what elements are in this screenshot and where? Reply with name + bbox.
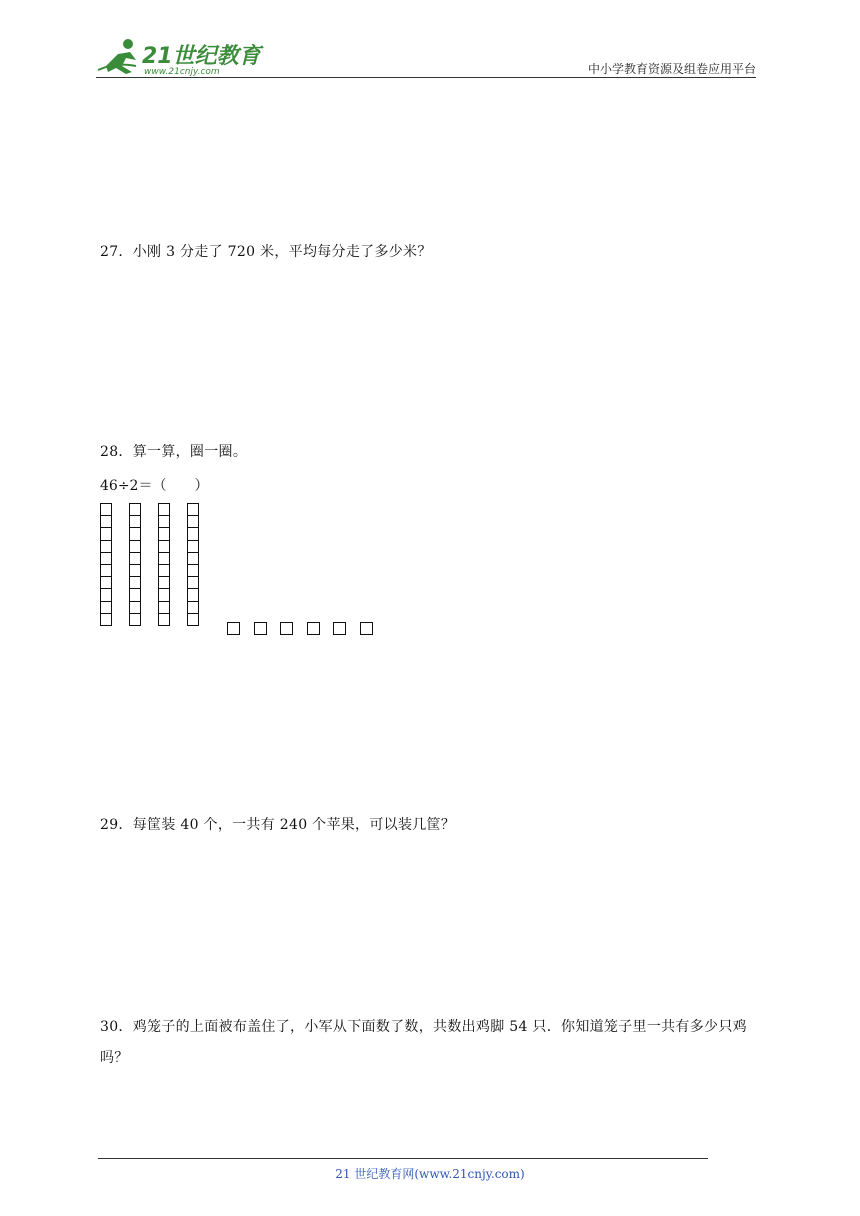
one-unit [280,622,293,635]
runner-logo-icon [98,39,136,74]
one-unit [360,622,373,635]
one-unit [254,622,267,635]
question-29: 29．每筐装 40 个，一共有 240 个苹果，可以装几筐？ [100,817,456,833]
logo-text: 21世纪教育 [142,44,261,69]
one-unit [227,622,240,635]
logo-url-text: www.21cnjy.com [144,67,220,77]
question-30: 30．鸡笼子的上面被布盖住了，小军从下面数了数，共数出鸡脚 54 只．你知道笼子里一共有多少只鸡吗？ [100,1019,747,1066]
platform-name: 中小学教育资源及组卷应用平台 [587,62,756,76]
footer-link[interactable]: 21 世纪教育网(www.21cnjy.com) [335,1167,525,1181]
one-unit [333,622,346,635]
question-28-equation: 46÷2＝（ ） [100,478,209,494]
site-logo [96,36,266,80]
footer-divider [98,1158,708,1159]
header-divider [96,77,756,78]
ten-stick [158,503,170,626]
one-unit [307,622,320,635]
question-27: 27．小刚 3 分走了 720 米，平均每分走了多少米？ [100,244,432,260]
ten-stick [129,503,141,626]
question-28: 28．算一算，圈一圈。 [100,444,248,460]
ten-stick [100,503,112,626]
ten-stick [187,503,199,626]
